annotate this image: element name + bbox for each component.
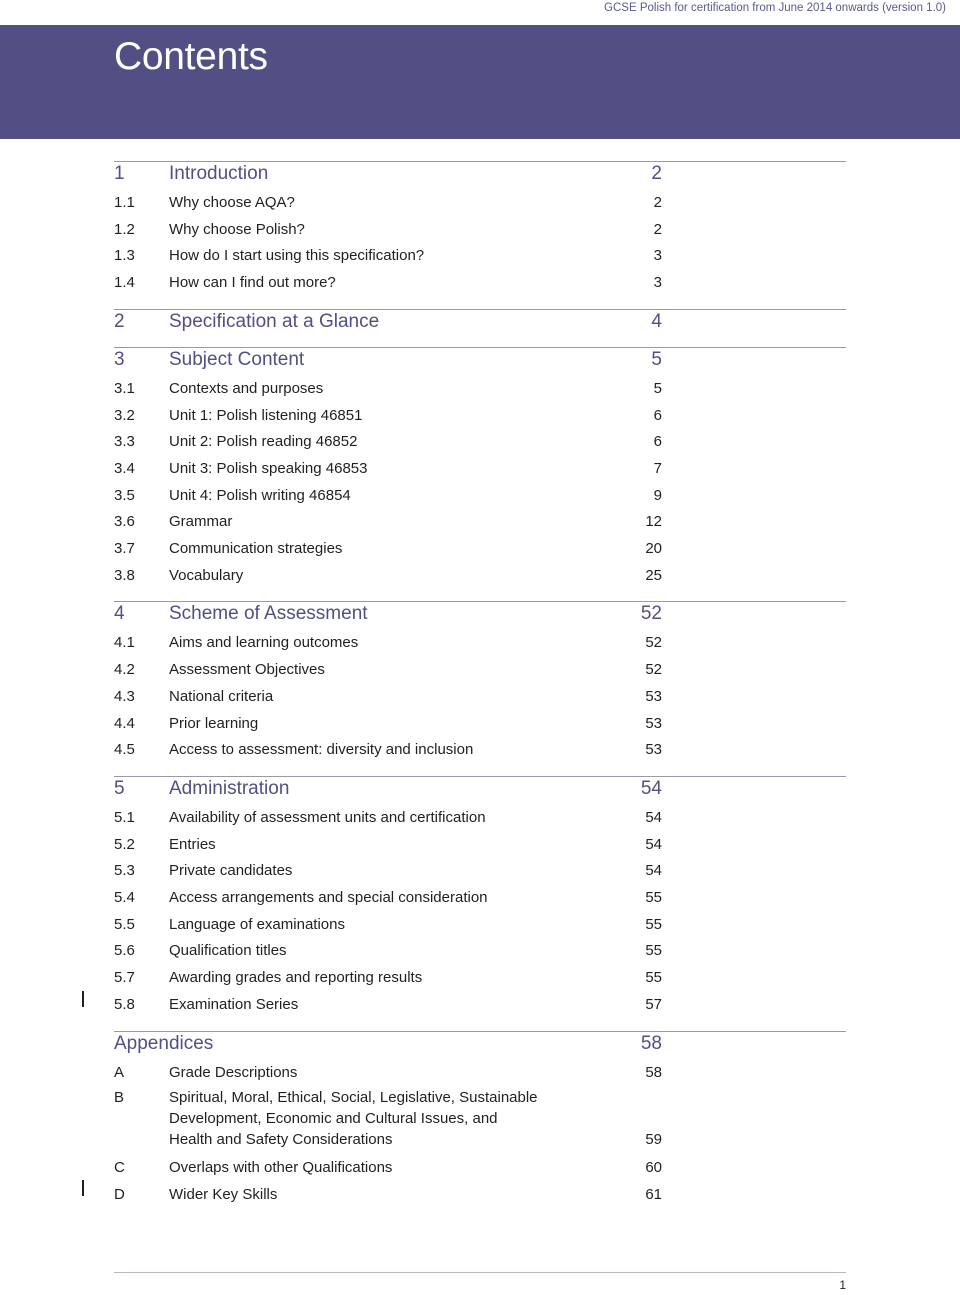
entry-title: Grade Descriptions	[169, 1063, 298, 1081]
entry-number: D	[114, 1185, 125, 1203]
toc-entry[interactable]	[0, 658, 960, 682]
entry-number: 5.8	[114, 995, 135, 1013]
entry-title: Subject Content	[169, 348, 305, 370]
footer-rule	[114, 1272, 846, 1273]
entry-page: 25	[645, 566, 662, 584]
entry-number: 5.7	[114, 969, 135, 987]
entry-page: 52	[645, 661, 662, 679]
entry-title: Wider Key Skills	[169, 1185, 278, 1203]
entry-page: 54	[640, 777, 662, 799]
entry-page: 5	[651, 348, 662, 370]
entry-number: 3.4	[114, 459, 135, 477]
entry-page: 52	[645, 634, 662, 652]
toc-section-4[interactable]	[0, 602, 960, 626]
toc-entry[interactable]	[0, 886, 960, 910]
toc-entry[interactable]	[0, 993, 960, 1017]
entry-number: 4.4	[114, 714, 135, 732]
entry-title: Appendices	[114, 1032, 214, 1054]
entry-number: 5.6	[114, 942, 135, 960]
entry-title: Specification at a Glance	[169, 310, 380, 332]
entry-page: 58	[645, 1063, 662, 1081]
toc-entry[interactable]	[0, 191, 960, 215]
entry-page: 61	[645, 1185, 662, 1203]
entry-title: Grammar	[169, 513, 233, 531]
entry-number: 3.1	[114, 379, 135, 397]
entry-number: 5	[114, 777, 125, 799]
entry-title: Availability of assessment units and certification	[169, 808, 486, 826]
toc-entry[interactable]	[0, 712, 960, 736]
entry-title-line: Health and Safety Considerations	[169, 1131, 393, 1149]
toc-appendices[interactable]	[0, 1032, 960, 1056]
entry-number: 4.1	[114, 634, 135, 652]
toc-entry[interactable]	[0, 913, 960, 937]
entry-page: 54	[645, 808, 662, 826]
entry-number: 1.3	[114, 247, 135, 265]
entry-page: 53	[645, 714, 662, 732]
entry-number: 4.3	[114, 687, 135, 705]
footer-page-number: 1	[839, 1278, 846, 1292]
entry-number: 3.6	[114, 513, 135, 531]
entry-page: 7	[653, 459, 662, 477]
entry-number: 3.3	[114, 433, 135, 451]
entry-title: Unit 2: Polish reading 46852	[169, 433, 358, 451]
toc-section-2[interactable]	[0, 310, 960, 334]
entry-number: 5.1	[114, 808, 135, 826]
toc-section-5[interactable]	[0, 777, 960, 801]
toc-entry[interactable]	[0, 859, 960, 883]
entry-number: 1.1	[114, 194, 135, 211]
entry-page: 6	[653, 406, 662, 424]
entry-number: 3.8	[114, 566, 135, 584]
toc-entry[interactable]	[0, 484, 960, 508]
entry-title: Contexts and purposes	[169, 379, 324, 397]
entry-title: Examination Series	[169, 995, 299, 1013]
entry-title: Assessment Objectives	[169, 661, 325, 679]
entry-title: Awarding grades and reporting results	[169, 969, 423, 987]
page-title: Contents	[114, 35, 268, 78]
entry-page: 58	[640, 1032, 662, 1054]
running-header: GCSE Polish for certification from June 2014 onwards (version 1.0)	[604, 2, 946, 14]
toc-entry[interactable]	[0, 1087, 960, 1153]
entry-page: 55	[645, 915, 662, 933]
entry-number: 4.5	[114, 741, 135, 759]
entry-title: Entries	[169, 835, 216, 853]
entry-title: Prior learning	[169, 714, 259, 732]
entry-page: 53	[645, 741, 662, 759]
entry-number: 1.4	[114, 274, 135, 292]
entry-page: 57	[645, 995, 662, 1013]
entry-title: Private candidates	[169, 862, 293, 880]
entry-title: Unit 3: Polish speaking 46853	[169, 459, 368, 477]
entry-page: 3	[653, 274, 662, 292]
toc-entry[interactable]	[0, 806, 960, 830]
toc-entry[interactable]	[0, 833, 960, 857]
entry-number: 3.2	[114, 406, 135, 424]
entry-number: 1	[114, 163, 125, 184]
toc-entry[interactable]	[0, 271, 960, 295]
entry-page: 59	[645, 1131, 662, 1149]
entry-title: Why choose AQA?	[169, 194, 295, 211]
entry-number: 5.5	[114, 915, 135, 933]
toc-entry[interactable]	[0, 1183, 960, 1207]
entry-page: 54	[645, 835, 662, 853]
entry-page: 54	[645, 862, 662, 880]
entry-title: Qualification titles	[169, 942, 287, 960]
entry-title: Introduction	[169, 163, 269, 184]
toc-entry[interactable]	[0, 564, 960, 588]
entry-page: 4	[651, 310, 662, 332]
entry-number: 4	[114, 603, 125, 625]
entry-title: How can I find out more?	[169, 274, 336, 292]
toc-entry[interactable]	[0, 537, 960, 561]
entry-page: 2	[651, 163, 662, 184]
change-bar	[82, 1180, 84, 1196]
toc-entry[interactable]	[0, 430, 960, 454]
toc-entry[interactable]	[0, 1156, 960, 1180]
entry-title: National criteria	[169, 687, 274, 705]
entry-page: 20	[645, 540, 662, 557]
toc-section-3[interactable]	[0, 348, 960, 372]
toc-entry[interactable]	[0, 510, 960, 534]
toc-entry[interactable]	[0, 1061, 960, 1085]
toc-entry[interactable]	[0, 631, 960, 655]
entry-number: 4.2	[114, 661, 135, 679]
entry-title	[169, 1087, 589, 1150]
entry-page: 2	[653, 194, 662, 211]
entry-title: Vocabulary	[169, 566, 244, 584]
entry-page: 55	[645, 889, 662, 906]
entry-title-line: Spiritual, Moral, Ethical, Social, Legislative, Sustainable	[169, 1089, 538, 1107]
entry-number: 5.2	[114, 835, 135, 853]
toc-entry[interactable]	[0, 457, 960, 481]
entry-title: How do I start using this specification?	[169, 247, 425, 265]
entry-number: 5.3	[114, 862, 135, 880]
entry-title: Why choose Polish?	[169, 220, 305, 238]
entry-number: 2	[114, 310, 125, 332]
toc-entry[interactable]	[0, 966, 960, 990]
title-banner	[0, 25, 960, 139]
entry-number: 3.7	[114, 540, 135, 557]
entry-number: 3	[114, 348, 125, 370]
entry-page: 5	[653, 379, 662, 397]
entry-page: 9	[653, 486, 662, 504]
entry-number: C	[114, 1159, 125, 1177]
entry-number: 1.2	[114, 220, 135, 238]
entry-title: Access to assessment: diversity and inclusion	[169, 741, 474, 759]
toc-section-1[interactable]	[0, 162, 960, 186]
change-bar	[82, 991, 84, 1007]
entry-number: B	[114, 1089, 125, 1107]
toc-entry[interactable]	[0, 939, 960, 963]
entry-title: Language of examinations	[169, 915, 345, 933]
entry-title: Unit 1: Polish listening 46851	[169, 406, 363, 424]
entry-page: 52	[640, 603, 662, 625]
entry-page: 55	[645, 969, 662, 987]
entry-title-line: Development, Economic and Cultural Issues, and	[169, 1110, 498, 1128]
entry-title: Communication strategies	[169, 540, 343, 557]
entry-page: 55	[645, 942, 662, 960]
toc-entry[interactable]	[0, 404, 960, 428]
entry-title: Administration	[169, 777, 290, 799]
toc-entry[interactable]	[0, 244, 960, 268]
entry-page: 53	[645, 687, 662, 705]
entry-page: 60	[645, 1159, 662, 1177]
entry-number: 3.5	[114, 486, 135, 504]
entry-page: 12	[645, 513, 662, 531]
entry-page: 2	[653, 220, 662, 238]
entry-title: Overlaps with other Qualifications	[169, 1159, 393, 1177]
entry-title: Access arrangements and special consideration	[169, 889, 488, 906]
entry-title: Aims and learning outcomes	[169, 634, 359, 652]
entry-page: 6	[653, 433, 662, 451]
toc-entry[interactable]	[0, 218, 960, 242]
entry-number: 5.4	[114, 889, 135, 906]
toc-entry[interactable]	[0, 377, 960, 401]
toc-entry[interactable]	[0, 685, 960, 709]
entry-title: Unit 4: Polish writing 46854	[169, 486, 351, 504]
toc-entry[interactable]	[0, 738, 960, 762]
entry-number: A	[114, 1063, 125, 1081]
entry-title: Scheme of Assessment	[169, 603, 368, 625]
entry-page: 3	[653, 247, 662, 265]
